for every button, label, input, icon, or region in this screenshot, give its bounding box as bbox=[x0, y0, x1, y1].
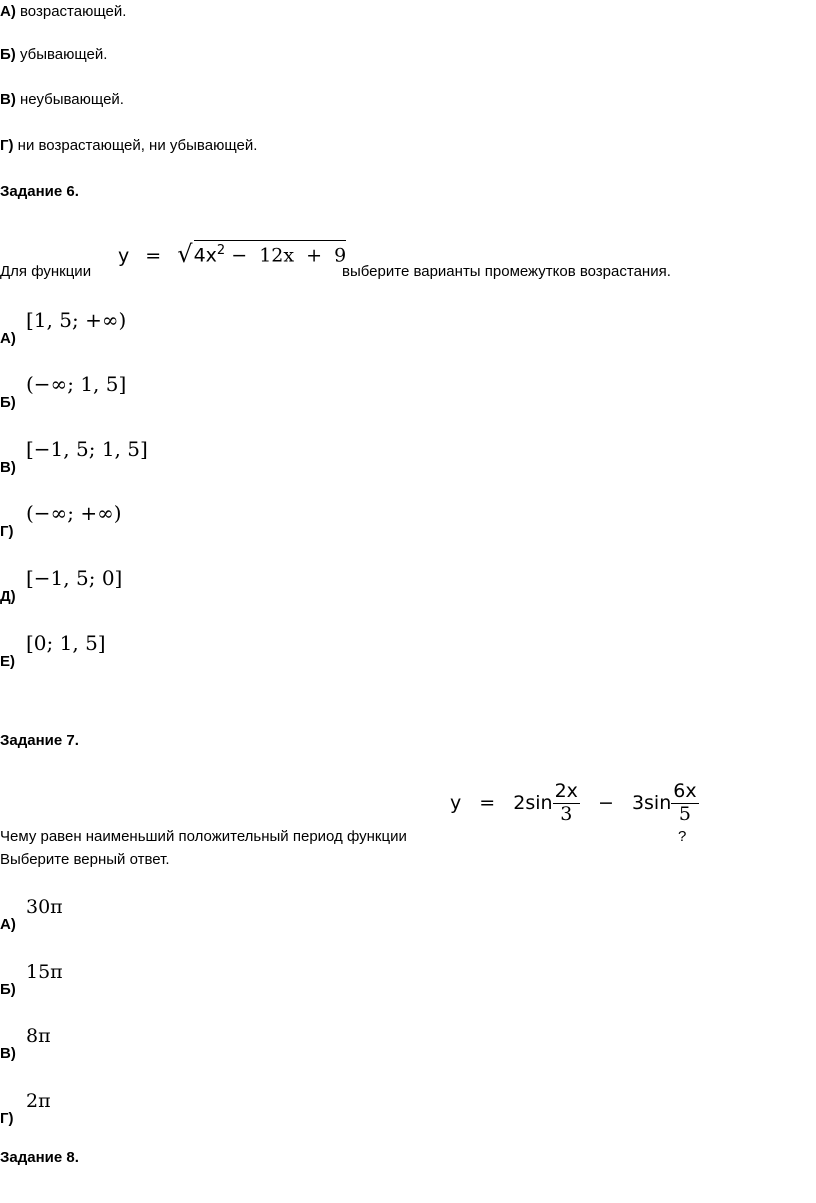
radicand: $4x^2 - 12x + 9$ bbox=[194, 240, 347, 266]
task6-option-letter-c: В) bbox=[0, 459, 16, 476]
task7-option-d: 2π bbox=[26, 1090, 51, 1112]
fraction-2: $\frac{6x}{5}$ bbox=[673, 780, 697, 825]
task7-option-letter-a: А) bbox=[0, 916, 16, 933]
option-text: ни возрастающей, ни убывающей. bbox=[17, 137, 258, 154]
task6-option-b: (−∞; 1, 5] bbox=[26, 372, 127, 396]
task6-heading: Задание 6. bbox=[0, 183, 79, 200]
option-letter: Г) bbox=[0, 137, 14, 154]
task6-formula bbox=[118, 240, 346, 268]
option-text: возрастающей. bbox=[20, 3, 127, 20]
task7-formula bbox=[450, 782, 699, 825]
task7-option-b: 15π bbox=[26, 961, 63, 983]
task5-option-c bbox=[0, 91, 124, 108]
task7-instruction: Выберите верный ответ. bbox=[0, 851, 170, 868]
option-letter: В) bbox=[0, 91, 16, 108]
formula-eq: = bbox=[479, 791, 496, 814]
term2-coef: 3sin bbox=[631, 791, 672, 814]
task7-option-c: 8π bbox=[26, 1025, 51, 1047]
task6-option-e: [−1, 5; 0] bbox=[26, 566, 123, 590]
task6-option-letter-e: Д) bbox=[0, 588, 16, 605]
task7-option-letter-d: Г) bbox=[0, 1110, 14, 1127]
task6-prefix: Для функции bbox=[0, 263, 92, 280]
task8-heading: Задание 8. bbox=[0, 1149, 79, 1166]
option-text: неубывающей. bbox=[20, 91, 124, 108]
task7-question: Чему равен наименьший положительный период функции bbox=[0, 828, 407, 845]
task6-option-f: [0; 1, 5] bbox=[26, 631, 106, 655]
term1-coef: 2sin bbox=[513, 791, 553, 814]
task6-suffix: выберите варианты промежутков возрастания. bbox=[342, 263, 671, 280]
sqrt-sign-icon: √ bbox=[177, 240, 193, 268]
sqrt bbox=[177, 240, 346, 268]
task7-option-a: 30π bbox=[26, 896, 63, 918]
task5-option-b bbox=[0, 46, 107, 63]
task6-option-letter-b: Б) bbox=[0, 394, 16, 411]
task7-option-letter-c: В) bbox=[0, 1045, 16, 1062]
option-letter: Б) bbox=[0, 46, 16, 63]
task7-question-end: ? bbox=[678, 828, 687, 845]
task7-heading: Задание 7. bbox=[0, 732, 79, 749]
task6-option-letter-d: Г) bbox=[0, 523, 14, 540]
task7-option-letter-b: Б) bbox=[0, 981, 16, 998]
task6-option-c: [−1, 5; 1, 5] bbox=[26, 437, 148, 461]
option-text: убывающей. bbox=[19, 46, 108, 63]
formula-lhs: y bbox=[118, 245, 130, 267]
formula-eq: = bbox=[145, 245, 162, 267]
task6-option-letter-a: А) bbox=[0, 330, 16, 347]
fraction-1: $\frac{2x}{3}$ bbox=[554, 780, 578, 825]
task6-option-a: [1, 5; +∞) bbox=[26, 308, 127, 332]
option-letter: А) bbox=[0, 3, 16, 20]
task6-option-d: (−∞; +∞) bbox=[26, 501, 122, 525]
task5-option-d bbox=[0, 137, 257, 154]
formula-lhs: y bbox=[450, 791, 462, 814]
formula-minus: − bbox=[597, 791, 614, 814]
task6-option-letter-f: Е) bbox=[0, 653, 15, 670]
task5-option-a bbox=[0, 3, 126, 20]
